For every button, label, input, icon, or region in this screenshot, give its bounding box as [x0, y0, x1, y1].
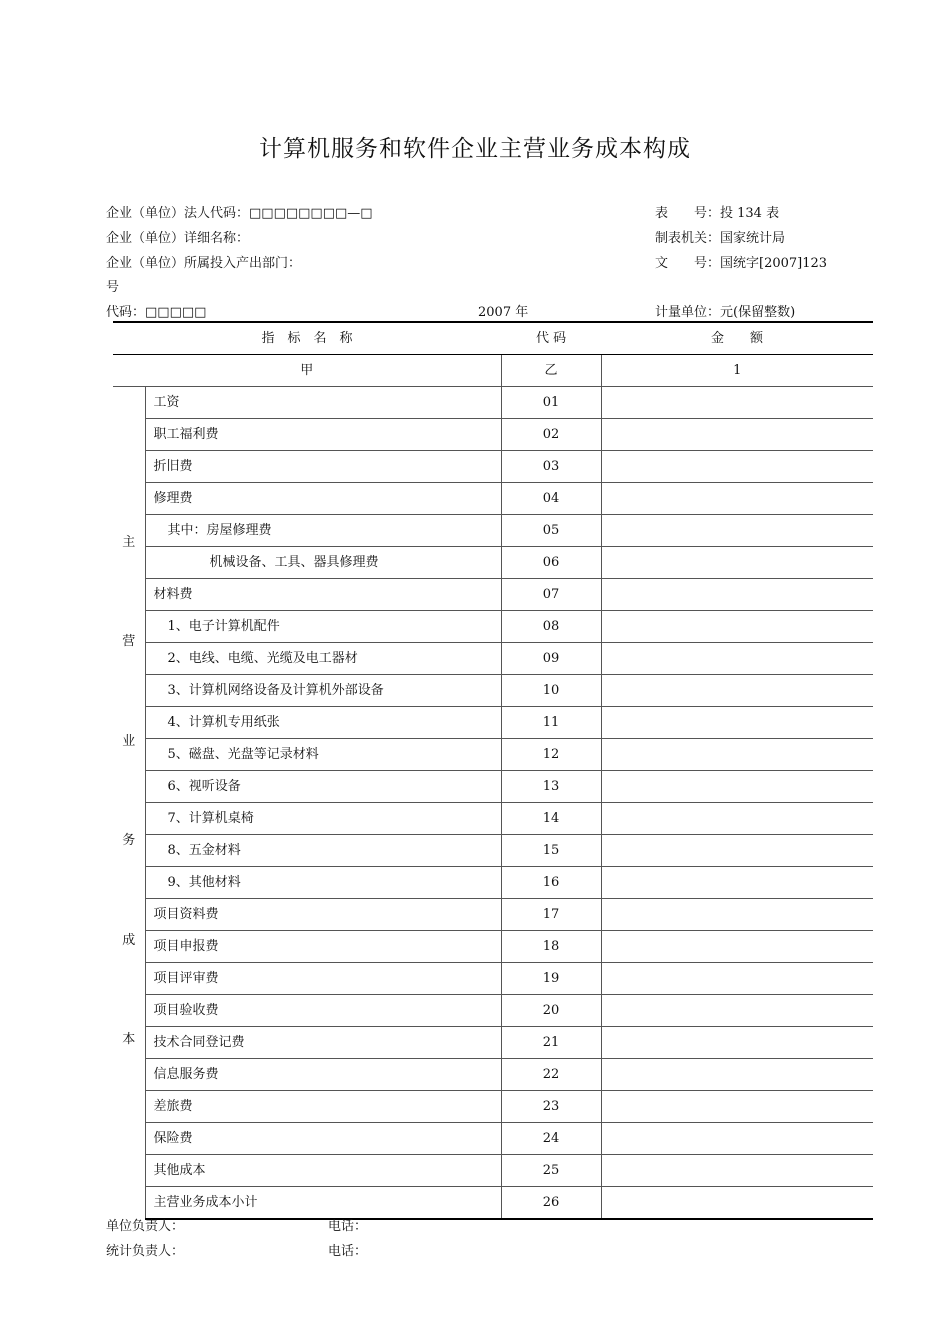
- row-name: 工资: [145, 387, 501, 419]
- row-amount-cell[interactable]: [601, 387, 873, 419]
- table-row: [113, 547, 873, 579]
- row-code: 16: [501, 867, 601, 899]
- row-amount-cell[interactable]: [601, 995, 873, 1027]
- row-name: 差旅费: [145, 1091, 501, 1123]
- row-amount-cell[interactable]: [601, 451, 873, 483]
- vertical-label-char: 营: [122, 634, 136, 650]
- row-amount-cell[interactable]: [601, 1123, 873, 1155]
- stat-head-label: 统计负责人：: [106, 1244, 185, 1259]
- row-code: 26: [501, 1187, 601, 1220]
- row-amount-cell[interactable]: [601, 1155, 873, 1187]
- row-name: 修理费: [145, 483, 501, 515]
- row-name: 3、计算机网络设备及计算机外部设备: [145, 675, 501, 707]
- table-row: [113, 835, 873, 867]
- row-code: 10: [501, 675, 601, 707]
- row-name: 7、计算机桌椅: [145, 803, 501, 835]
- dept-label: 企业（单位）所属投入产出部门：: [106, 256, 302, 271]
- row-name: 主营业务成本小计: [145, 1187, 501, 1220]
- table-row: [113, 387, 873, 419]
- legal-code-label: 企业（单位）法人代码：□□□□□□□□—□: [106, 206, 373, 221]
- row-amount-cell[interactable]: [601, 739, 873, 771]
- table-row: [113, 1027, 873, 1059]
- row-code: 08: [501, 611, 601, 643]
- biao-hao-label: 表 号：投 134 表: [655, 206, 780, 221]
- table-row: [113, 515, 873, 547]
- header-name: 指 标 名 称: [113, 322, 501, 355]
- row-amount-cell[interactable]: [601, 835, 873, 867]
- table-body: [113, 387, 873, 1220]
- row-code: 17: [501, 899, 601, 931]
- vertical-category-label: [113, 387, 145, 1220]
- unit-phone-label: 电话：: [328, 1219, 368, 1234]
- row-code: 11: [501, 707, 601, 739]
- row-code: 13: [501, 771, 601, 803]
- detail-name-label: 企业（单位）详细名称：: [106, 231, 250, 246]
- row-code: 21: [501, 1027, 601, 1059]
- table-row: [113, 1123, 873, 1155]
- unit-head-label: 单位负责人：: [106, 1219, 185, 1234]
- row-name: 其他成本: [145, 1155, 501, 1187]
- daima-label: 代码：□□□□□: [106, 305, 207, 320]
- table-row: [113, 803, 873, 835]
- row-amount-cell[interactable]: [601, 1059, 873, 1091]
- stat-phone-label: 电话：: [328, 1244, 368, 1259]
- vertical-label-char: 主: [122, 535, 136, 550]
- row-code: 12: [501, 739, 601, 771]
- cost-table: [113, 321, 873, 1220]
- table-row: [113, 675, 873, 707]
- vertical-label-char: 本: [122, 1031, 136, 1047]
- row-code: 02: [501, 419, 601, 451]
- row-name: 4、计算机专用纸张: [145, 707, 501, 739]
- table-header-row: [113, 322, 873, 355]
- row-amount-cell[interactable]: [601, 707, 873, 739]
- row-name: 项目申报费: [145, 931, 501, 963]
- row-amount-cell[interactable]: [601, 579, 873, 611]
- table-row: [113, 1091, 873, 1123]
- row-amount-cell[interactable]: [601, 1091, 873, 1123]
- vertical-label-char: 务: [122, 833, 136, 849]
- row-amount-cell[interactable]: [601, 1187, 873, 1220]
- row-code: 09: [501, 643, 601, 675]
- table-row: [113, 1187, 873, 1220]
- table-row: [113, 963, 873, 995]
- row-name: 项目资料费: [145, 899, 501, 931]
- row-name: 信息服务费: [145, 1059, 501, 1091]
- table-row: [113, 1059, 873, 1091]
- row-name: 技术合同登记费: [145, 1027, 501, 1059]
- header-code: 代 码: [501, 322, 601, 355]
- row-name: 8、五金材料: [145, 835, 501, 867]
- table-row: [113, 419, 873, 451]
- unit-label: 计量单位：元(保留整数): [655, 305, 796, 320]
- row-code: 19: [501, 963, 601, 995]
- row-name: 2、电线、电缆、光缆及电工器材: [145, 643, 501, 675]
- row-code: 05: [501, 515, 601, 547]
- row-name: 项目评审费: [145, 963, 501, 995]
- row-amount-cell[interactable]: [601, 803, 873, 835]
- row-amount-cell[interactable]: [601, 931, 873, 963]
- table-row: [113, 995, 873, 1027]
- row-amount-cell[interactable]: [601, 515, 873, 547]
- table-row: [113, 1155, 873, 1187]
- row-amount-cell[interactable]: [601, 899, 873, 931]
- row-amount-cell[interactable]: [601, 1027, 873, 1059]
- table-row: [113, 867, 873, 899]
- table-row: [113, 483, 873, 515]
- table-subheader-row: [113, 355, 873, 387]
- row-amount-cell[interactable]: [601, 675, 873, 707]
- row-amount-cell[interactable]: [601, 547, 873, 579]
- vertical-label-char: 业: [122, 733, 136, 749]
- year-label: 2007 年: [478, 305, 529, 320]
- row-name: 职工福利费: [145, 419, 501, 451]
- table-row: [113, 579, 873, 611]
- row-code: 15: [501, 835, 601, 867]
- table-row: [113, 611, 873, 643]
- row-amount-cell[interactable]: [601, 643, 873, 675]
- table-row: [113, 451, 873, 483]
- row-code: 20: [501, 995, 601, 1027]
- row-amount-cell[interactable]: [601, 419, 873, 451]
- row-amount-cell[interactable]: [601, 611, 873, 643]
- vertical-label-char: 成: [122, 932, 136, 948]
- table-row: [113, 931, 873, 963]
- wen-hao-label: 文 号：国统字[2007]123: [655, 256, 828, 271]
- table-row: [113, 899, 873, 931]
- row-name: 5、磁盘、光盘等记录材料: [145, 739, 501, 771]
- table-row: [113, 771, 873, 803]
- subheader-name: 甲: [113, 355, 501, 387]
- row-name: 1、电子计算机配件: [145, 611, 501, 643]
- row-code: 06: [501, 547, 601, 579]
- row-code: 22: [501, 1059, 601, 1091]
- row-name: 折旧费: [145, 451, 501, 483]
- row-code: 14: [501, 803, 601, 835]
- table-row: [113, 707, 873, 739]
- row-code: 25: [501, 1155, 601, 1187]
- hao-label: 号: [106, 280, 120, 295]
- row-code: 18: [501, 931, 601, 963]
- row-name: 9、其他材料: [145, 867, 501, 899]
- table-row: [113, 643, 873, 675]
- row-name: 保险费: [145, 1123, 501, 1155]
- row-amount-cell[interactable]: [601, 483, 873, 515]
- row-name: 机械设备、工具、器具修理费: [145, 547, 501, 579]
- header-amount: 金 额: [601, 322, 873, 355]
- row-code: 24: [501, 1123, 601, 1155]
- row-amount-cell[interactable]: [601, 867, 873, 899]
- table-row: [113, 739, 873, 771]
- row-code: 04: [501, 483, 601, 515]
- zhibiao-jiguan-label: 制表机关：国家统计局: [655, 231, 786, 246]
- row-amount-cell[interactable]: [601, 771, 873, 803]
- row-amount-cell[interactable]: [601, 963, 873, 995]
- row-name: 其中：房屋修理费: [145, 515, 501, 547]
- row-name: 项目验收费: [145, 995, 501, 1027]
- row-code: 07: [501, 579, 601, 611]
- subheader-amount: 1: [601, 355, 873, 387]
- form-title: 计算机服务和软件企业主营业务成本构成: [259, 136, 691, 162]
- row-code: 03: [501, 451, 601, 483]
- row-name: 6、视听设备: [145, 771, 501, 803]
- subheader-code: 乙: [501, 355, 601, 387]
- row-name: 材料费: [145, 579, 501, 611]
- row-code: 23: [501, 1091, 601, 1123]
- row-code: 01: [501, 387, 601, 419]
